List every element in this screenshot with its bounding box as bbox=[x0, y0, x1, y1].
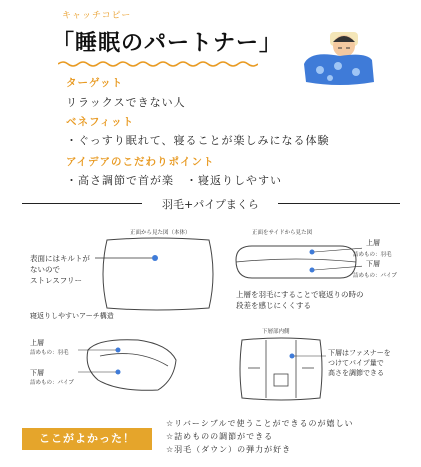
good-point-3: ☆羽毛（ダウン）の弾力が好き bbox=[166, 445, 292, 454]
lower-layer-label: 下層 bbox=[366, 260, 380, 268]
front-pillow-diagram bbox=[95, 236, 225, 316]
arch-pillow-diagram bbox=[78, 320, 188, 400]
down-note-2: 段差を感じにくくする bbox=[236, 301, 311, 310]
benefit-label: ベネフィット bbox=[66, 116, 135, 128]
arch-note: 寝返りしやすいアーチ構造 bbox=[30, 312, 114, 320]
fastener-note-3: 高さを調節できる bbox=[328, 369, 384, 377]
arch-lower-label: 下層 bbox=[30, 369, 44, 377]
upper-layer-label: 上層 bbox=[366, 239, 380, 247]
inner-pillow-diagram bbox=[236, 334, 326, 404]
good-point-1: ☆リバーシブルで使うことができるのが嬉しい bbox=[166, 419, 354, 428]
target-text: リラックスできない人 bbox=[66, 96, 186, 109]
arch-lower-filling: 詰めもの：パイプ bbox=[30, 380, 74, 386]
benefit-text: ・ぐっすり眠れて、寝ることが楽しみになる体験 bbox=[66, 134, 330, 147]
highlight-badge: ここがよかった！ bbox=[22, 428, 152, 450]
catch-copy-label: キャッチコピー bbox=[62, 11, 132, 21]
lower-filling-label: 詰めもの：パイプ bbox=[353, 273, 397, 279]
wavy-underline bbox=[58, 60, 258, 68]
quilt-note-1: 表面にはキルトが bbox=[30, 254, 90, 263]
page-title: 「睡眠のパートナー」 bbox=[52, 31, 283, 56]
fastener-note-2: つけてパイプ量で bbox=[328, 359, 384, 367]
idea-text: ・高さ調節で首が楽 ・寝返りしやすい bbox=[66, 174, 282, 187]
target-label: ターゲット bbox=[66, 77, 124, 89]
inner-view-title: 下層部内側 bbox=[262, 329, 290, 335]
sleeping-person-illustration bbox=[300, 30, 380, 90]
down-note-1: 上層を羽毛にすることで寝返りの時の bbox=[236, 290, 364, 299]
side-pillow-diagram bbox=[232, 238, 362, 283]
arch-upper-filling: 詰めもの：羽毛 bbox=[30, 350, 69, 356]
fastener-note-1: 下層はファスナーを bbox=[328, 349, 391, 357]
side-view-title: 正面をサイドから見た図 bbox=[252, 230, 313, 236]
quilt-note-3: ストレスフリー bbox=[30, 276, 82, 285]
good-point-2: ☆詰めものの調節ができる bbox=[166, 432, 274, 441]
quilt-note-2: ないので bbox=[30, 265, 60, 274]
upper-filling-label: 詰めもの：羽毛 bbox=[353, 252, 392, 258]
divider-right bbox=[278, 203, 400, 204]
arch-upper-label: 上層 bbox=[30, 339, 44, 347]
idea-label: アイデアのこだわりポイント bbox=[66, 156, 215, 168]
front-view-title: 正面から見た図（本体） bbox=[130, 230, 191, 236]
product-name: 羽毛+パイプまくら bbox=[162, 198, 259, 211]
